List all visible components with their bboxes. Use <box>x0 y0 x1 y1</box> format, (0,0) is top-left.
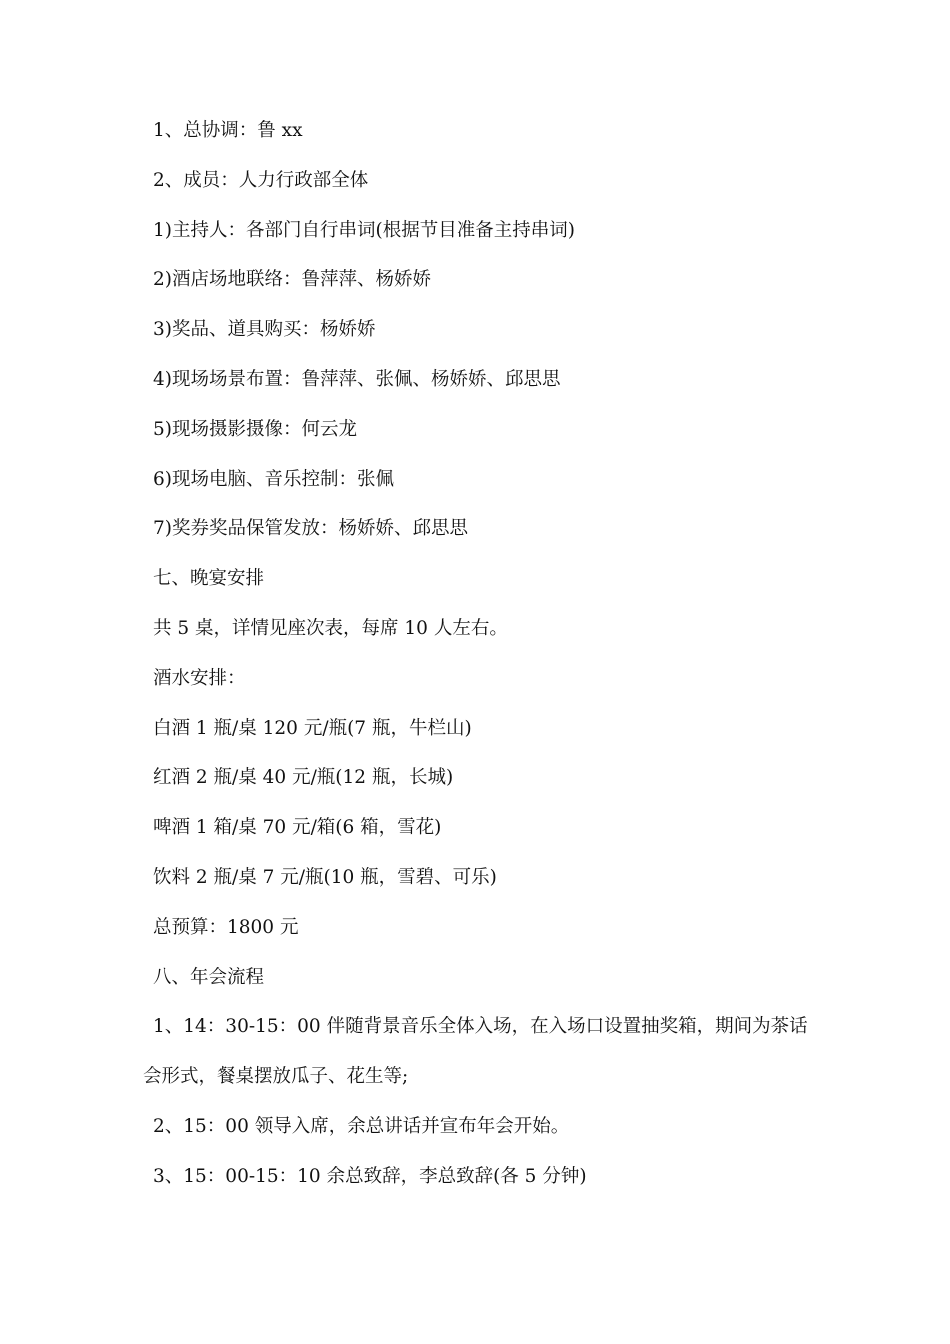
text-line: 2)酒店场地联络：鲁萍萍、杨娇娇 <box>153 269 431 291</box>
text-line: 饮料 2 瓶/桌 7 元/瓶(10 瓶，雪碧、可乐) <box>153 866 497 888</box>
text-line: 共 5 桌，详情见座次表，每席 10 人左右。 <box>153 617 508 639</box>
text-line: 1)主持人：各部门自行串词(根据节目准备主持串词) <box>153 219 575 241</box>
flow-item-1-line-2: 会形式，餐桌摆放瓜子、花生等; <box>143 1066 409 1088</box>
document-body <box>143 106 823 1202</box>
section-heading: 八、年会流程 <box>153 966 265 988</box>
text-line: 酒水安排： <box>153 667 246 689</box>
text-line: 2、成员：人力行政部全体 <box>153 169 369 191</box>
text-line: 5)现场摄影摄像：何云龙 <box>153 418 357 440</box>
text-line: 7)奖券奖品保管发放：杨娇娇、邱思思 <box>153 518 468 540</box>
text-line: 红酒 2 瓶/桌 40 元/瓶(12 瓶，长城) <box>153 767 454 789</box>
section-heading: 七、晚宴安排 <box>153 568 265 590</box>
flow-item-2: 2、15：00 领导入席，余总讲话并宣布年会开始。 <box>153 1115 570 1137</box>
text-line: 3)奖品、道具购买：杨娇娇 <box>153 319 376 341</box>
text-line: 白酒 1 瓶/桌 120 元/瓶(7 瓶，牛栏山) <box>153 717 472 739</box>
flow-item-1-line-1: 1、14：30-15：00 伴随背景音乐全体入场，在入场口设置抽奖箱，期间为茶话 <box>153 1016 808 1038</box>
text-line: 1、总协调：鲁 xx <box>153 120 303 141</box>
text-line: 6)现场电脑、音乐控制：张佩 <box>153 468 394 490</box>
flow-item-3: 3、15：00-15：10 余总致辞，李总致辞(各 5 分钟) <box>153 1165 587 1187</box>
text-line: 4)现场场景布置：鲁萍萍、张佩、杨娇娇、邱思思 <box>153 368 561 390</box>
text-line: 啤酒 1 箱/桌 70 元/箱(6 箱，雪花) <box>153 817 442 839</box>
text-line: 总预算：1800 元 <box>153 916 299 938</box>
